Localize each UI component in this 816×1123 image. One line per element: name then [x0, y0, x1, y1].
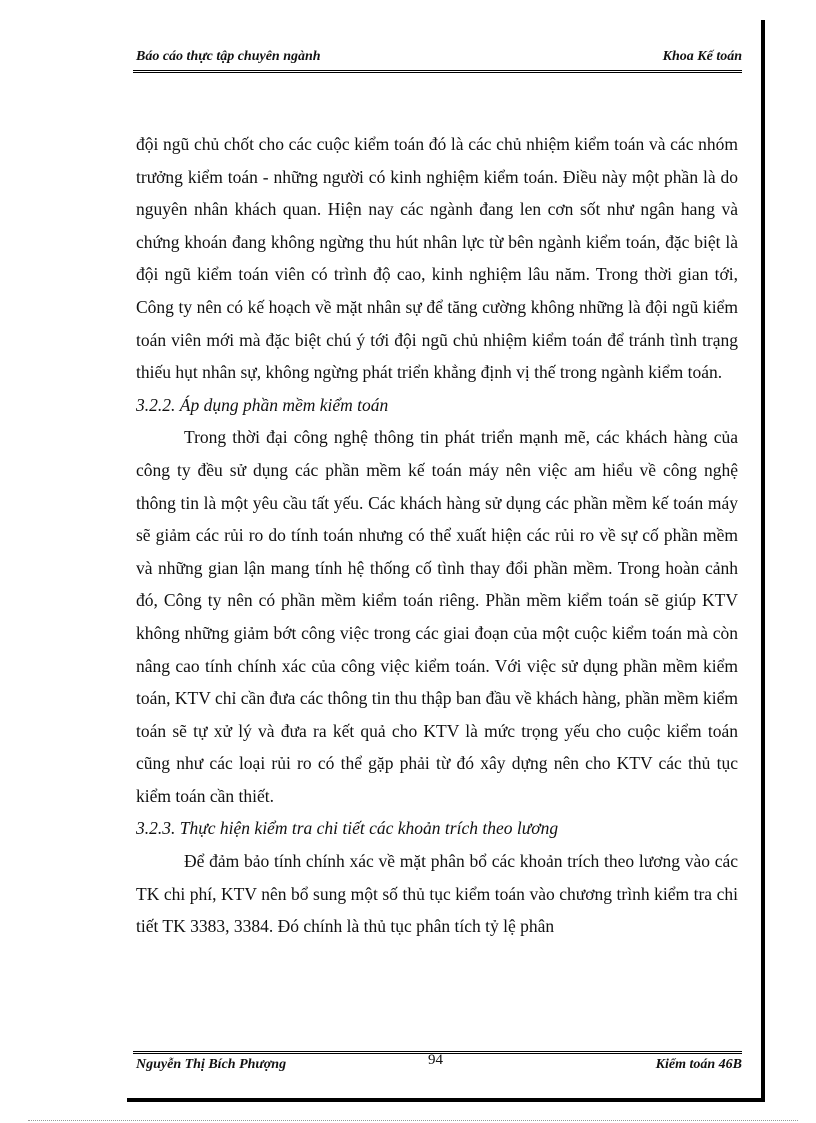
paragraph-audit-software: Trong thời đại công nghệ thông tin phát triển mạnh mẽ, các khách hàng của công ty đều sử dụng các phần mềm kế toán máy nên việc am hiểu về công nghệ thông tin là một yêu cầu tất yếu. Các khách hàng sử dụng các phần mềm kế toán máy sẽ giảm các rủi ro do tính toán nhưng có thể xuất hiện các rủi ro về sự cố phần mềm và những gian lận mang tính hệ thống cố tình thay đổi phần mềm. Trong hoàn cảnh đó, Công ty nên có phần mềm kiểm toán riêng. Phần mềm kiểm toán sẽ giúp KTV không những giảm bớt công việc trong các giai đoạn của một cuộc kiểm toán mà còn nâng cao tính chính xác của công việc kiểm toán. Với việc sử dụng phần mềm kiểm toán, KTV chỉ cần đưa các thông tin thu thập ban đầu về khách hàng, phần mềm kiểm toán sẽ tự xử lý và đưa ra kết quả cho KTV là mức trọng yếu cho cuộc kiểm toán cũng như các loại rủi ro có thể gặp phải từ đó xây dựng nên cho KTV các thủ tục kiểm toán cần thiết. [136, 427, 738, 806]
section-heading-3-2-2: 3.2.2. Áp dụng phần mềm kiểm toán [136, 394, 389, 415]
section-heading-3-2-3: 3.2.3. Thực hiện kiểm tra chi tiết các khoản trích theo lương [136, 818, 559, 839]
header-report-title: Báo cáo thực tập chuyên ngành [136, 49, 321, 64]
header-rule-bottom [133, 72, 742, 73]
page-break-line [28, 1120, 798, 1121]
body-text [136, 128, 738, 943]
footer-author: Nguyễn Thị Bích Phượng [136, 1057, 287, 1072]
header-department: Khoa Kế toán [662, 49, 742, 64]
page-number: 94 [428, 1052, 443, 1068]
paragraph-staffing: đội ngũ chủ chốt cho các cuộc kiểm toán đó là các chủ nhiệm kiểm toán và các nhóm trưởng kiểm toán - những người có kinh nghiệm kiểm toán. Điều này một phần là do nguyên nhân khách quan. Hiện nay các ngành đang len cơn sốt như ngân hang và chứng khoán đang không ngừng thu hút nhân lực từ bên ngành kiểm toán, đặc biệt là đội ngũ kiểm toán viên có trình độ cao, kinh nghiệm lâu năm. Trong thời gian tới, Công ty nên có kế hoạch về mặt nhân sự để tăng cường không những là đội ngũ kiểm toán viên mới mà đặc biệt chú ý tới đội ngũ chủ nhiệm kiểm toán để tránh tình trạng thiếu hụt nhân sự, không ngừng phát triển khẳng định vị thế trong ngành kiểm toán. [136, 134, 738, 383]
paragraph-detail-testing: Để đảm bảo tính chính xác về mặt phân bổ các khoản trích theo lương vào các TK chi phí, KTV nên bổ sung một số thủ tục kiểm toán vào chương trình kiểm tra chi tiết TK 3383, 3384. Đó chính là thủ tục phân tích tỷ lệ phân [136, 851, 738, 937]
header-rule-top [133, 70, 742, 71]
footer-class: Kiểm toán 46B [655, 1057, 742, 1072]
